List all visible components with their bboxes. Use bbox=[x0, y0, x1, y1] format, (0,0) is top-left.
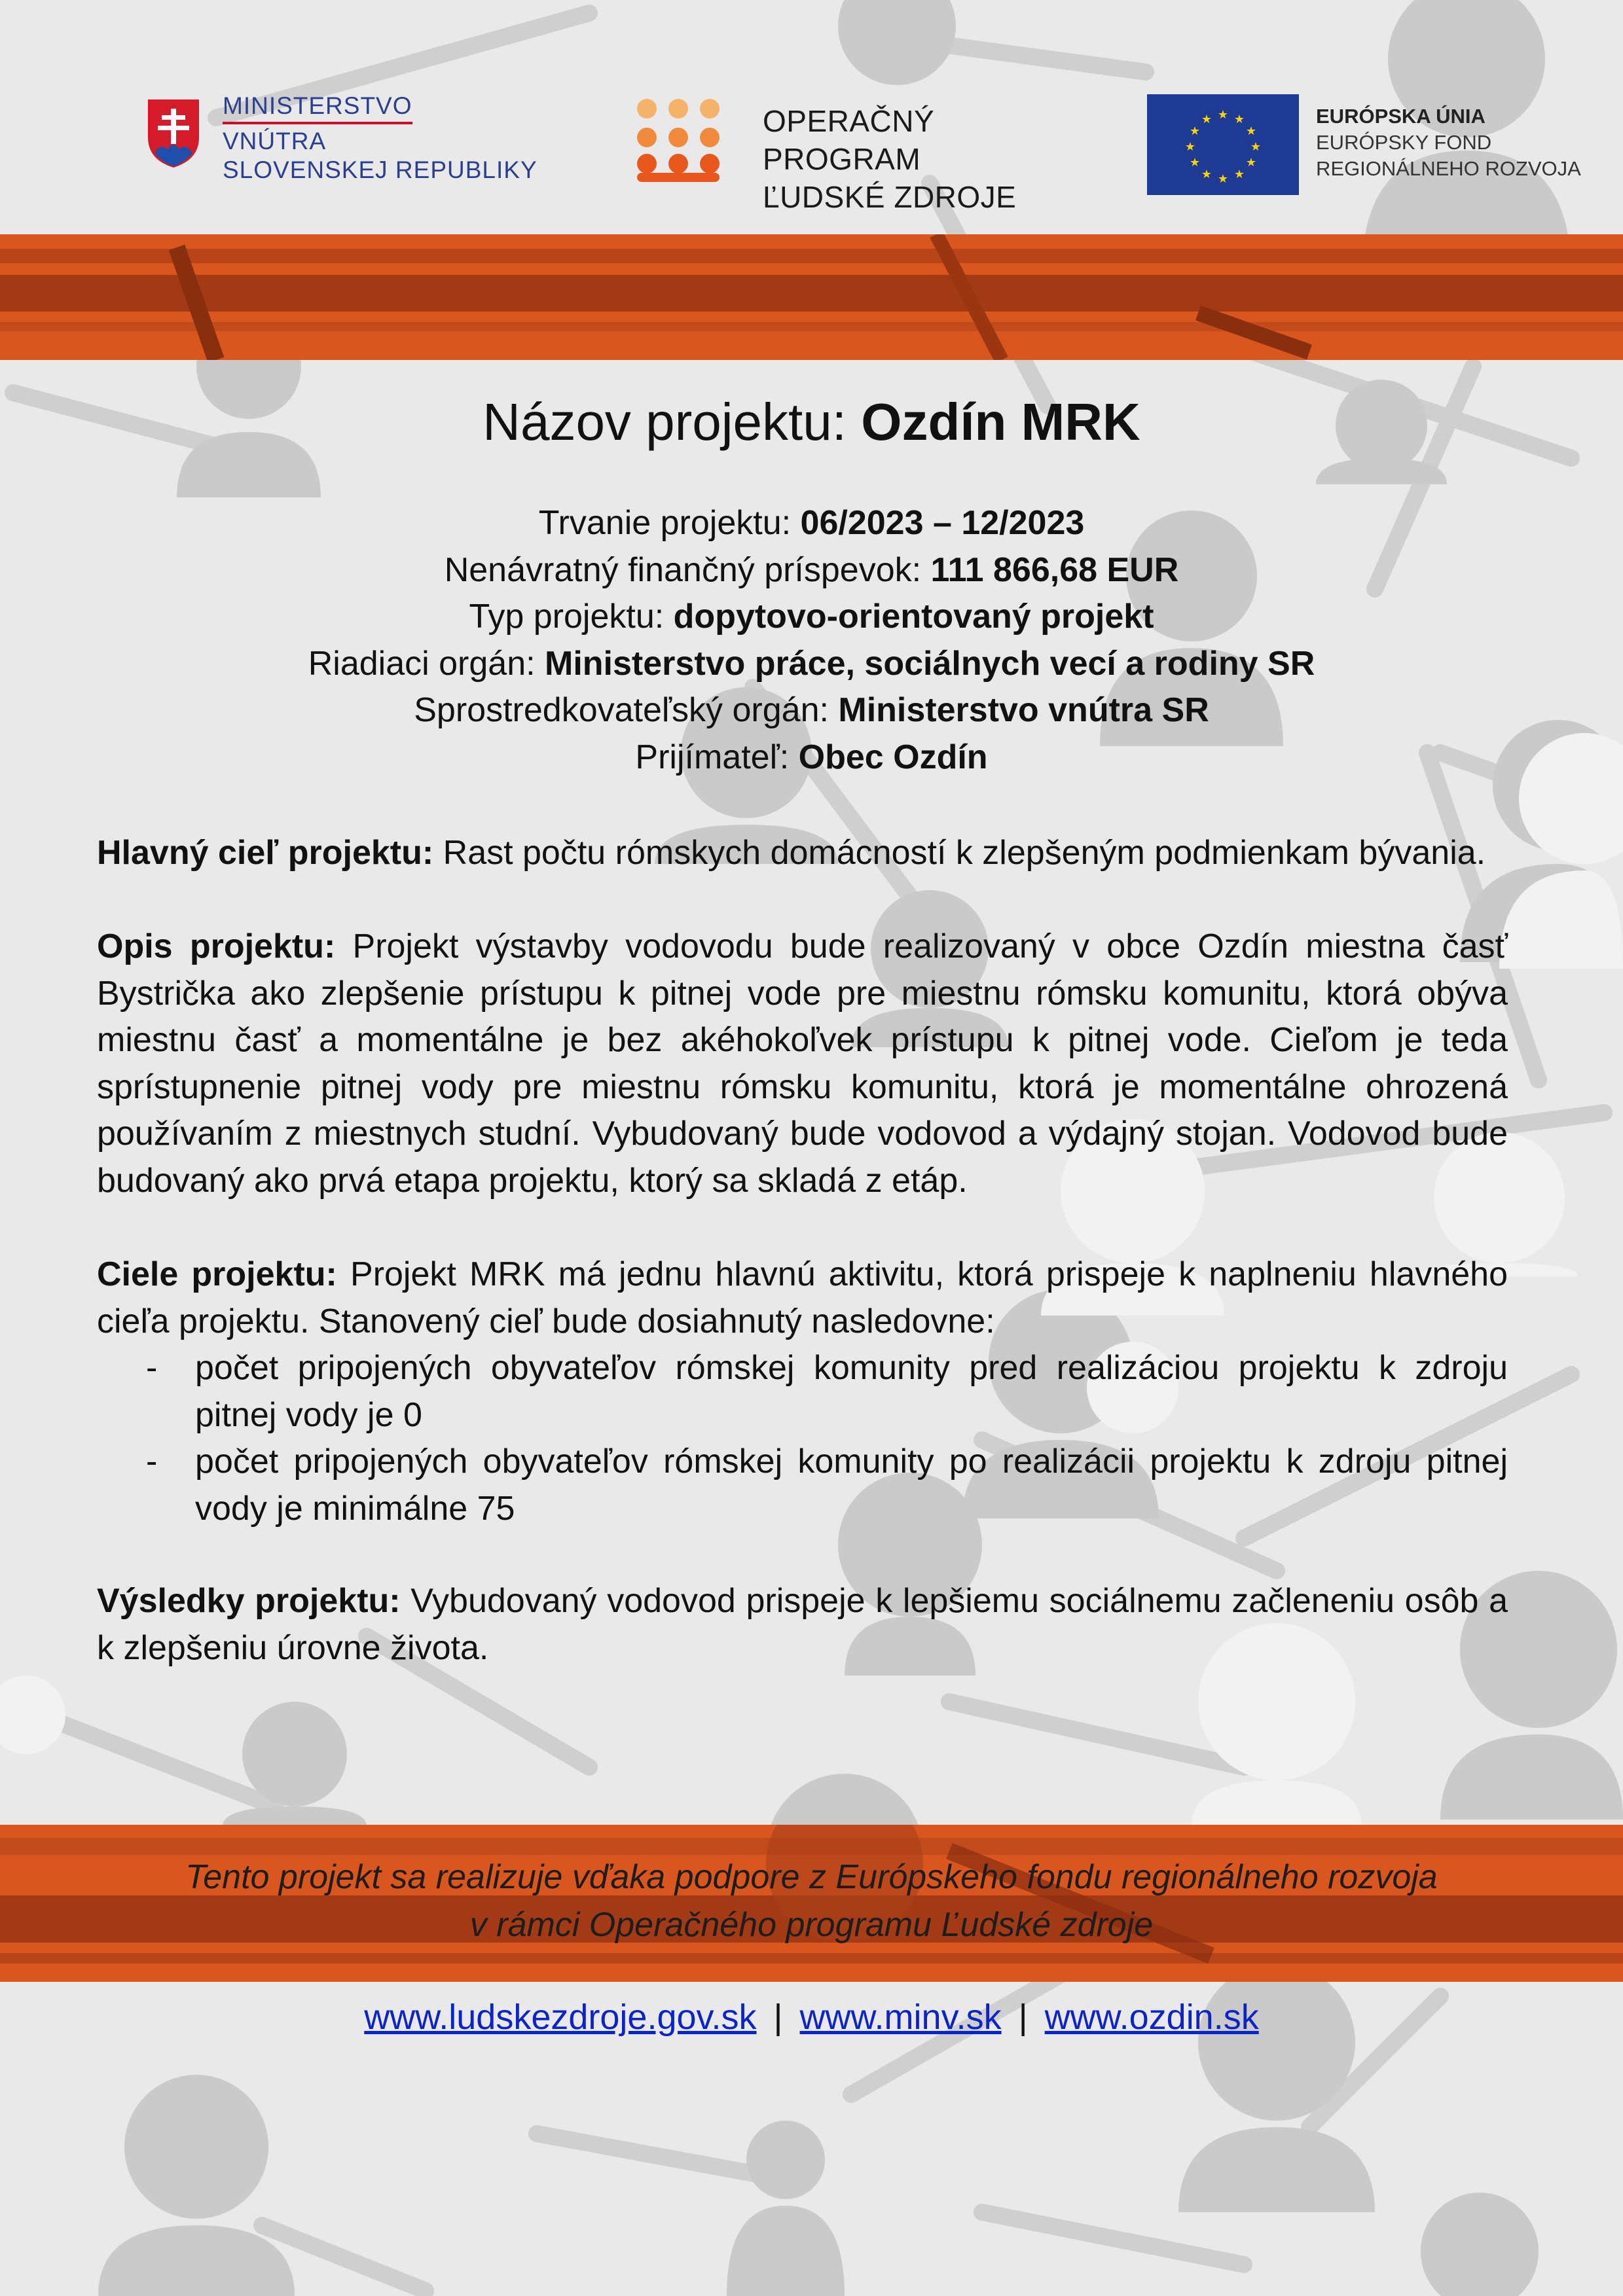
svg-text:★: ★ bbox=[1245, 156, 1257, 170]
meta-intermediate-body bbox=[0, 687, 1623, 734]
eu-logo bbox=[1147, 94, 1605, 196]
description-text: Projekt výstavby vodovodu bude realizovaný v obce Ozdín miestna časť Bystrička ako zlepšenie prístupu k pitnej vode pre miestnu rómsku komunitu, ktorá obýva miestnu časť a momentálne je bez akéhokoľvek prístupu k pitnej vode. Cieľom je teda sprístupnenie pitnej vody pre miestnu rómsku komunitu, ktorá je momentálne ohrozená používaním z miestnych studní. Vybudovaný bude vodovod a výdajný stojan. Vodovod bude budovaný ako prvá etapa projektu, ktorý sa skladá z etáp. bbox=[97, 927, 1508, 1200]
meta-grant-label: Nenávratný finančný príspevok: bbox=[444, 550, 931, 589]
results-section bbox=[97, 1578, 1508, 1672]
main-goal-section bbox=[97, 830, 1508, 877]
link-ludskezdroje[interactable]: www.ludskezdroje.gov.sk bbox=[364, 1998, 757, 2037]
svg-text:★: ★ bbox=[1250, 140, 1262, 154]
link-minv[interactable]: www.minv.sk bbox=[799, 1998, 1002, 2037]
eu-logo-line3: REGIONÁLNEHO ROZVOJA bbox=[1316, 157, 1581, 180]
program-logo bbox=[635, 97, 1093, 214]
meta-type-value: dopytovo-orientovaný projekt bbox=[673, 598, 1154, 636]
main-goal-text: Rast počtu rómskych domácností k zlepšeným podmienkam bývania. bbox=[433, 834, 1486, 872]
meta-duration-value: 06/2023 – 12/2023 bbox=[800, 504, 1085, 542]
svg-text:★: ★ bbox=[1201, 113, 1213, 126]
results-label: Výsledky projektu: bbox=[97, 1582, 401, 1620]
meta-grant bbox=[0, 547, 1623, 594]
goals-label: Ciele projektu: bbox=[97, 1255, 337, 1293]
meta-managing-authority-value: Ministerstvo práce, sociálnych vecí a rodiny SR bbox=[545, 644, 1315, 683]
meta-duration bbox=[0, 500, 1623, 547]
svg-text:★: ★ bbox=[1233, 168, 1245, 181]
description-section bbox=[97, 924, 1508, 1204]
svg-text:★: ★ bbox=[1233, 113, 1245, 126]
goal-item-1: počet pripojených obyvateľov rómskej komunity pred realizáciou projektu k zdroju pitnej vody je 0 bbox=[195, 1349, 1508, 1434]
link-ozdin[interactable]: www.ozdin.sk bbox=[1044, 1998, 1259, 2037]
goals-section bbox=[97, 1251, 1508, 1532]
program-logo-line2: ĽUDSKÉ ZDROJE bbox=[763, 180, 1017, 214]
svg-text:★: ★ bbox=[1245, 124, 1257, 138]
description-label: Opis projektu: bbox=[97, 927, 336, 965]
ministry-logo-rule bbox=[223, 122, 412, 124]
main-goal-label: Hlavný cieľ projektu: bbox=[97, 834, 434, 872]
ministry-logo-line3: SLOVENSKEJ REPUBLIKY bbox=[223, 156, 538, 183]
ministry-logo-line1: MINISTERSTVO bbox=[223, 92, 412, 119]
project-title-value: Ozdín MRK bbox=[861, 393, 1140, 451]
top-orange-band bbox=[0, 234, 1623, 360]
meta-grant-value: 111 866,68 EUR bbox=[930, 550, 1179, 589]
dots-grid-icon bbox=[635, 97, 721, 183]
meta-intermediate-body-value: Ministerstvo vnútra SR bbox=[838, 691, 1209, 729]
link-separator: | bbox=[773, 1998, 783, 2037]
list-item bbox=[97, 1345, 1508, 1439]
funding-note-line2: v rámci Operačného programu Ľudské zdroje bbox=[469, 1906, 1154, 1944]
goals-intro bbox=[97, 1251, 1508, 1345]
svg-text:★: ★ bbox=[1217, 108, 1229, 122]
logo-header bbox=[0, 0, 1623, 236]
meta-beneficiary bbox=[0, 734, 1623, 781]
meta-managing-authority-label: Riadiaci orgán: bbox=[308, 644, 545, 683]
link-separator: | bbox=[1018, 1998, 1028, 2037]
goal-item-2: počet pripojených obyvateľov rómskej komunity po realizácii projektu k zdroju pitnej vody je minimálne 75 bbox=[195, 1443, 1508, 1528]
funding-note bbox=[0, 1854, 1623, 1949]
bullet-dash: - bbox=[146, 1349, 158, 1387]
project-title-label: Názov projektu: bbox=[483, 393, 862, 451]
results-text: Vybudovaný vodovod prispeje k lepšiemu sociálnemu začleneniu osôb a k zlepšeniu úrovne života. bbox=[97, 1582, 1508, 1667]
svg-text:★: ★ bbox=[1184, 140, 1196, 154]
list-item bbox=[97, 1439, 1508, 1532]
eu-logo-line2: EURÓPSKY FOND bbox=[1316, 131, 1492, 154]
meta-managing-authority bbox=[0, 641, 1623, 688]
funding-note-line1: Tento projekt sa realizuje vďaka podpore z Európskeho fondu regionálneho rozvoja bbox=[185, 1858, 1438, 1896]
meta-beneficiary-label: Prijímateľ: bbox=[635, 738, 799, 776]
svg-text:★: ★ bbox=[1189, 156, 1201, 170]
eu-logo-line1: EURÓPSKA ÚNIA bbox=[1316, 105, 1486, 128]
svg-text:★: ★ bbox=[1189, 124, 1201, 138]
project-title bbox=[0, 386, 1623, 458]
goals-text: Projekt MRK má jednu hlavnú aktivitu, ktorá prispeje k naplneniu hlavného cieľa projektu. Stanovený cieľ bude dosiahnutý nasledovne: bbox=[97, 1255, 1508, 1340]
goals-list bbox=[97, 1345, 1508, 1532]
svg-text:★: ★ bbox=[1201, 168, 1213, 181]
ministry-logo-line2: VNÚTRA bbox=[223, 128, 327, 154]
meta-type bbox=[0, 594, 1623, 641]
footer-links bbox=[0, 1994, 1623, 2041]
ministry-logo bbox=[145, 92, 538, 196]
eu-flag-icon bbox=[1147, 94, 1299, 195]
meta-duration-label: Trvanie projektu: bbox=[538, 504, 801, 542]
meta-beneficiary-value: Obec Ozdín bbox=[798, 738, 988, 776]
meta-intermediate-body-label: Sprostredkovateľský orgán: bbox=[414, 691, 839, 729]
program-logo-line1: OPERAČNÝ PROGRAM bbox=[763, 104, 935, 176]
coat-of-arms-icon bbox=[145, 97, 202, 169]
bullet-dash: - bbox=[146, 1443, 158, 1480]
svg-text:★: ★ bbox=[1217, 172, 1229, 186]
meta-type-label: Typ projektu: bbox=[469, 598, 674, 636]
project-meta bbox=[0, 500, 1623, 781]
